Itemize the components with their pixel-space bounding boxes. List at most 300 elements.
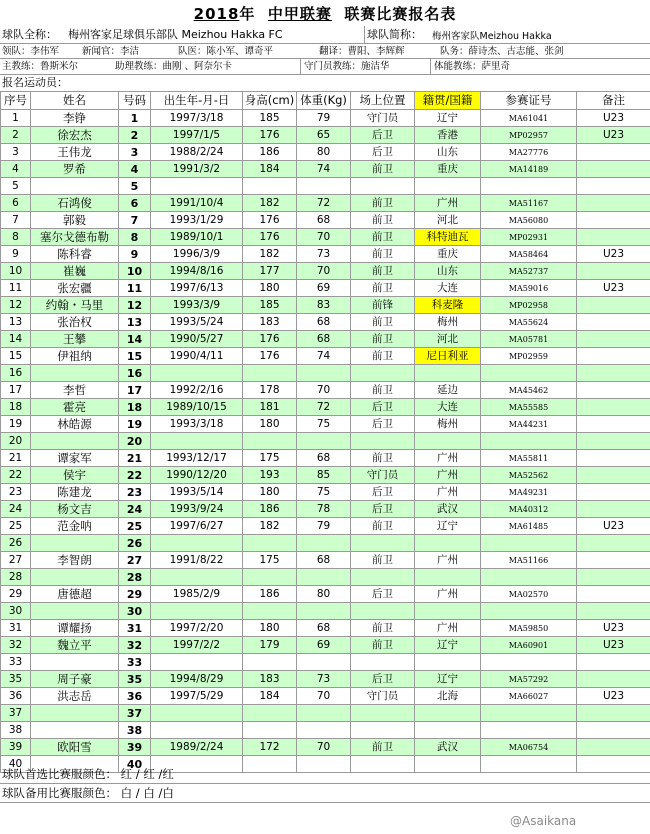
cell-height: 182: [243, 246, 297, 263]
cell-position: 前卫: [351, 263, 415, 280]
cell-origin: 大连: [415, 280, 481, 297]
cell-seq: 15: [1, 348, 31, 365]
cell-birth: [151, 654, 243, 671]
cell-seq: 32: [1, 637, 31, 654]
cell-weight: 75: [297, 484, 351, 501]
cell-height: 180: [243, 280, 297, 297]
cell-name: 李哲: [31, 382, 119, 399]
cell-birth: [151, 178, 243, 195]
cell-seq: 12: [1, 297, 31, 314]
cell-number: 16: [119, 365, 151, 382]
staff-leader: 领队：李伟军: [2, 46, 60, 57]
cell-seq: 30: [1, 603, 31, 620]
cell-weight: 68: [297, 620, 351, 637]
cell-height: 181: [243, 399, 297, 416]
cell-birth: [151, 705, 243, 722]
cell-origin: 科特迪瓦: [415, 229, 481, 246]
cell-number: 22: [119, 467, 151, 484]
divider: [430, 59, 431, 74]
cell-weight: 70: [297, 382, 351, 399]
cell-seq: 24: [1, 501, 31, 518]
cell-position: [351, 654, 415, 671]
cell-birth: 1993/3/18: [151, 416, 243, 433]
cell-birth: 1997/2/20: [151, 620, 243, 637]
cell-position: [351, 705, 415, 722]
cell-height: 185: [243, 110, 297, 127]
staff-press: 新闻官：李洁: [82, 46, 140, 57]
cell-weight: 68: [297, 314, 351, 331]
cell-name: [31, 178, 119, 195]
cell-name: [31, 569, 119, 586]
cell-name: 陈建龙: [31, 484, 119, 501]
cell-name: [31, 365, 119, 382]
cell-seq: 1: [1, 110, 31, 127]
cell-origin: 梅州: [415, 314, 481, 331]
staff-doctor: 队医：陈小军、谭奇平: [178, 46, 274, 57]
cell-position: 前卫: [351, 637, 415, 654]
cell-number: 2: [119, 127, 151, 144]
cell-position: 守门员: [351, 688, 415, 705]
cell-number: 39: [119, 739, 151, 756]
title-rest: 联赛比赛报名表: [344, 5, 457, 23]
table-row: [1, 178, 650, 195]
cell-height: [243, 178, 297, 195]
cell-origin: 广州: [415, 484, 481, 501]
cell-birth: [151, 365, 243, 382]
table-row: [1, 501, 650, 518]
cell-position: 前卫: [351, 348, 415, 365]
cell-weight: [297, 365, 351, 382]
cell-note: [577, 450, 650, 467]
cell-cert: MA51166: [481, 552, 577, 569]
cell-note: [577, 382, 650, 399]
cell-origin: 科麦隆: [415, 297, 481, 314]
cell-number: 9: [119, 246, 151, 263]
cell-height: [243, 654, 297, 671]
cell-birth: 1989/2/24: [151, 739, 243, 756]
cell-position: 后卫: [351, 144, 415, 161]
cell-note: [577, 484, 650, 501]
cell-note: [577, 297, 650, 314]
cell-origin: 辽宁: [415, 637, 481, 654]
cell-note: [577, 144, 650, 161]
cell-position: [351, 569, 415, 586]
cell-birth: 1991/10/4: [151, 195, 243, 212]
primary-kit-row: [0, 765, 650, 784]
cell-note: [577, 671, 650, 688]
cell-note: [577, 603, 650, 620]
cell-seq: 29: [1, 586, 31, 603]
cell-birth: 1989/10/1: [151, 229, 243, 246]
cell-birth: 1993/5/24: [151, 314, 243, 331]
cell-origin: [415, 722, 481, 739]
cell-number: 38: [119, 722, 151, 739]
cell-name: 约翰・马里: [31, 297, 119, 314]
table-row: [1, 297, 650, 314]
cell-height: 176: [243, 127, 297, 144]
cell-number: 32: [119, 637, 151, 654]
cell-seq: 23: [1, 484, 31, 501]
table-row: [1, 705, 650, 722]
cell-seq: 17: [1, 382, 31, 399]
cell-seq: 3: [1, 144, 31, 161]
cell-position: [351, 365, 415, 382]
table-row: [1, 399, 650, 416]
cell-weight: 69: [297, 280, 351, 297]
cell-cert: MA61485: [481, 518, 577, 535]
table-row: [1, 229, 650, 246]
table-row: [1, 671, 650, 688]
table-row: [1, 739, 650, 756]
cell-name: 周子豪: [31, 671, 119, 688]
cell-note: [577, 586, 650, 603]
cell-note: U23: [577, 688, 650, 705]
cell-weight: [297, 535, 351, 552]
cell-cert: MA44231: [481, 416, 577, 433]
cell-name: 洪志岳: [31, 688, 119, 705]
cell-number: 40: [119, 756, 151, 773]
cell-cert: MP02959: [481, 348, 577, 365]
cell-height: 180: [243, 620, 297, 637]
cell-seq: 16: [1, 365, 31, 382]
cell-height: [243, 569, 297, 586]
cell-cert: MP02958: [481, 297, 577, 314]
cell-number: 4: [119, 161, 151, 178]
cell-height: 186: [243, 501, 297, 518]
cell-number: 26: [119, 535, 151, 552]
cell-name: [31, 535, 119, 552]
cell-note: U23: [577, 637, 650, 654]
staff-fitness-coach: 体能教练：萨里奇: [434, 61, 511, 72]
cell-name: 石鸿俊: [31, 195, 119, 212]
cell-position: 前卫: [351, 212, 415, 229]
cell-cert: MA66027: [481, 688, 577, 705]
table-row: [1, 535, 650, 552]
cell-seq: 35: [1, 671, 31, 688]
primary-kit-colors: 球队首选比赛服颜色： 红 / 红 /红: [2, 767, 174, 781]
header-name: 姓名: [31, 92, 119, 110]
cell-seq: 37: [1, 705, 31, 722]
cell-cert: [481, 569, 577, 586]
table-row: [1, 637, 650, 654]
cell-name: 罗希: [31, 161, 119, 178]
cell-note: [577, 569, 650, 586]
cell-origin: 广州: [415, 467, 481, 484]
cell-cert: [481, 654, 577, 671]
cell-cert: MA58464: [481, 246, 577, 263]
cell-weight: 80: [297, 586, 351, 603]
staff-translator: 翻译：曹阳、李辉辉: [319, 46, 405, 57]
header-seq: 序号: [1, 92, 31, 110]
cell-birth: 1997/3/18: [151, 110, 243, 127]
cell-height: 182: [243, 195, 297, 212]
cell-height: [243, 603, 297, 620]
cell-note: U23: [577, 620, 650, 637]
cell-origin: 山东: [415, 144, 481, 161]
cell-origin: [415, 603, 481, 620]
roster-label-row: [0, 75, 650, 91]
cell-position: 后卫: [351, 671, 415, 688]
cell-weight: 73: [297, 246, 351, 263]
cell-number: 21: [119, 450, 151, 467]
cell-seq: 25: [1, 518, 31, 535]
cell-seq: 6: [1, 195, 31, 212]
cell-weight: 72: [297, 195, 351, 212]
cell-birth: 1993/3/9: [151, 297, 243, 314]
cell-position: 后卫: [351, 501, 415, 518]
cell-birth: 1993/1/29: [151, 212, 243, 229]
cell-note: [577, 195, 650, 212]
cell-birth: 1997/6/13: [151, 280, 243, 297]
cell-height: 186: [243, 586, 297, 603]
cell-name: [31, 603, 119, 620]
cell-weight: 74: [297, 161, 351, 178]
cell-number: 3: [119, 144, 151, 161]
cell-seq: 26: [1, 535, 31, 552]
table-row: [1, 416, 650, 433]
backup-kit-colors: 球队备用比赛服颜色： 白 / 白 /白: [2, 786, 174, 800]
table-row: [1, 382, 650, 399]
cell-name: 谭耀扬: [31, 620, 119, 637]
cell-cert: MA55624: [481, 314, 577, 331]
header-height: 身高(cm): [243, 92, 297, 110]
cell-position: 前卫: [351, 161, 415, 178]
cell-name: 塞尔戈德布勒: [31, 229, 119, 246]
table-row: [1, 569, 650, 586]
table-row: [1, 518, 650, 535]
cell-weight: 70: [297, 688, 351, 705]
cell-note: [577, 739, 650, 756]
cell-name: 唐德超: [31, 586, 119, 603]
cell-seq: 38: [1, 722, 31, 739]
cell-seq: 4: [1, 161, 31, 178]
cell-cert: MA40312: [481, 501, 577, 518]
table-row: [1, 331, 650, 348]
cell-number: 19: [119, 416, 151, 433]
cell-birth: 1991/3/2: [151, 161, 243, 178]
table-row: [1, 280, 650, 297]
cell-note: [577, 399, 650, 416]
cell-birth: 1992/2/16: [151, 382, 243, 399]
roster-table: [0, 91, 650, 773]
table-row: [1, 246, 650, 263]
cell-note: U23: [577, 280, 650, 297]
staff-row-2: [0, 59, 650, 75]
cell-note: [577, 416, 650, 433]
cell-note: U23: [577, 127, 650, 144]
cell-position: 前卫: [351, 382, 415, 399]
cell-number: 27: [119, 552, 151, 569]
cell-height: 184: [243, 161, 297, 178]
cell-birth: 1993/9/24: [151, 501, 243, 518]
cell-cert: MA56080: [481, 212, 577, 229]
cell-cert: [481, 705, 577, 722]
cell-height: [243, 535, 297, 552]
cell-height: 176: [243, 348, 297, 365]
cell-note: [577, 229, 650, 246]
cell-birth: 1993/12/17: [151, 450, 243, 467]
cell-birth: 1990/12/20: [151, 467, 243, 484]
table-row: [1, 450, 650, 467]
cell-position: 守门员: [351, 467, 415, 484]
cell-position: 前卫: [351, 518, 415, 535]
cell-height: 180: [243, 484, 297, 501]
cell-seq: 10: [1, 263, 31, 280]
table-row: [1, 161, 650, 178]
table-row: [1, 144, 650, 161]
cell-origin: 辽宁: [415, 518, 481, 535]
cell-seq: 7: [1, 212, 31, 229]
cell-origin: 广州: [415, 552, 481, 569]
cell-weight: [297, 433, 351, 450]
cell-note: U23: [577, 110, 650, 127]
cell-seq: 13: [1, 314, 31, 331]
cell-number: 23: [119, 484, 151, 501]
cell-position: [351, 433, 415, 450]
cell-birth: [151, 433, 243, 450]
cell-weight: 72: [297, 399, 351, 416]
cell-name: 张宏疆: [31, 280, 119, 297]
cell-number: 14: [119, 331, 151, 348]
cell-seq: 33: [1, 654, 31, 671]
divider: [300, 59, 301, 74]
cell-note: [577, 263, 650, 280]
cell-seq: 19: [1, 416, 31, 433]
cell-origin: 重庆: [415, 246, 481, 263]
cell-weight: [297, 654, 351, 671]
cell-position: 前卫: [351, 229, 415, 246]
cell-origin: 梅州: [415, 416, 481, 433]
cell-origin: 延边: [415, 382, 481, 399]
cell-note: [577, 705, 650, 722]
cell-height: 176: [243, 331, 297, 348]
cell-cert: [481, 365, 577, 382]
table-row: [1, 688, 650, 705]
cell-origin: 大连: [415, 399, 481, 416]
cell-position: [351, 535, 415, 552]
cell-name: 范金呐: [31, 518, 119, 535]
cell-weight: 68: [297, 450, 351, 467]
club-full-name: 梅州客家足球俱乐部队 Meizhou Hakka FC: [68, 28, 283, 41]
cell-name: 李智朗: [31, 552, 119, 569]
cell-position: [351, 603, 415, 620]
cell-birth: 1988/2/24: [151, 144, 243, 161]
cell-cert: MA27776: [481, 144, 577, 161]
cell-position: 后卫: [351, 416, 415, 433]
table-row: [1, 603, 650, 620]
cell-birth: 1997/5/29: [151, 688, 243, 705]
cell-origin: 河北: [415, 331, 481, 348]
cell-seq: 5: [1, 178, 31, 195]
cell-birth: [151, 722, 243, 739]
cell-name: 杨文吉: [31, 501, 119, 518]
cell-origin: 武汉: [415, 501, 481, 518]
cell-cert: MA14189: [481, 161, 577, 178]
cell-cert: [481, 722, 577, 739]
cell-height: 185: [243, 297, 297, 314]
title-year: 2018: [193, 5, 240, 23]
cell-position: [351, 722, 415, 739]
cell-weight: 70: [297, 263, 351, 280]
cell-note: [577, 467, 650, 484]
cell-origin: 辽宁: [415, 110, 481, 127]
table-row: [1, 654, 650, 671]
cell-height: 182: [243, 518, 297, 535]
cell-position: [351, 178, 415, 195]
table-row: [1, 110, 650, 127]
cell-number: 20: [119, 433, 151, 450]
watermark: @Asaikana: [510, 814, 577, 828]
cell-number: 5: [119, 178, 151, 195]
cell-height: [243, 433, 297, 450]
cell-birth: 1994/8/16: [151, 263, 243, 280]
cell-origin: 河北: [415, 212, 481, 229]
cell-birth: [151, 569, 243, 586]
staff-head-coach: 主教练：鲁斯米尔: [2, 61, 79, 72]
cell-height: 175: [243, 450, 297, 467]
cell-position: 前卫: [351, 246, 415, 263]
cell-height: 176: [243, 212, 297, 229]
cell-number: 10: [119, 263, 151, 280]
cell-height: [243, 365, 297, 382]
table-row: [1, 314, 650, 331]
cell-height: [243, 722, 297, 739]
cell-name: [31, 722, 119, 739]
cell-position: 前卫: [351, 739, 415, 756]
cell-position: 守门员: [351, 110, 415, 127]
cell-number: 7: [119, 212, 151, 229]
cell-note: [577, 178, 650, 195]
staff-row-1: [0, 44, 650, 59]
cell-seq: 2: [1, 127, 31, 144]
cell-name: 霍亮: [31, 399, 119, 416]
cell-birth: [151, 535, 243, 552]
cell-cert: MA59016: [481, 280, 577, 297]
table-row: [1, 433, 650, 450]
cell-number: 31: [119, 620, 151, 637]
cell-number: 33: [119, 654, 151, 671]
cell-note: [577, 654, 650, 671]
cell-cert: MA05781: [481, 331, 577, 348]
table-row: [1, 263, 650, 280]
cell-note: [577, 212, 650, 229]
cell-birth: 1985/2/9: [151, 586, 243, 603]
cell-number: 12: [119, 297, 151, 314]
cell-position: 前卫: [351, 280, 415, 297]
cell-origin: 重庆: [415, 161, 481, 178]
cell-weight: [297, 705, 351, 722]
cell-height: [243, 705, 297, 722]
table-row: [1, 212, 650, 229]
cell-note: [577, 331, 650, 348]
cell-cert: MA55811: [481, 450, 577, 467]
header-note: 备注: [577, 92, 650, 110]
cell-position: 前卫: [351, 450, 415, 467]
roster-body: [1, 110, 650, 773]
cell-seq: 8: [1, 229, 31, 246]
cell-name: 徐宏杰: [31, 127, 119, 144]
cell-origin: [415, 178, 481, 195]
cell-name: 谭家军: [31, 450, 119, 467]
table-row: [1, 620, 650, 637]
cell-weight: 69: [297, 637, 351, 654]
cell-number: 28: [119, 569, 151, 586]
cell-seq: 39: [1, 739, 31, 756]
cell-seq: 27: [1, 552, 31, 569]
cell-weight: 79: [297, 110, 351, 127]
cell-name: 侯宇: [31, 467, 119, 484]
cell-height: 179: [243, 637, 297, 654]
